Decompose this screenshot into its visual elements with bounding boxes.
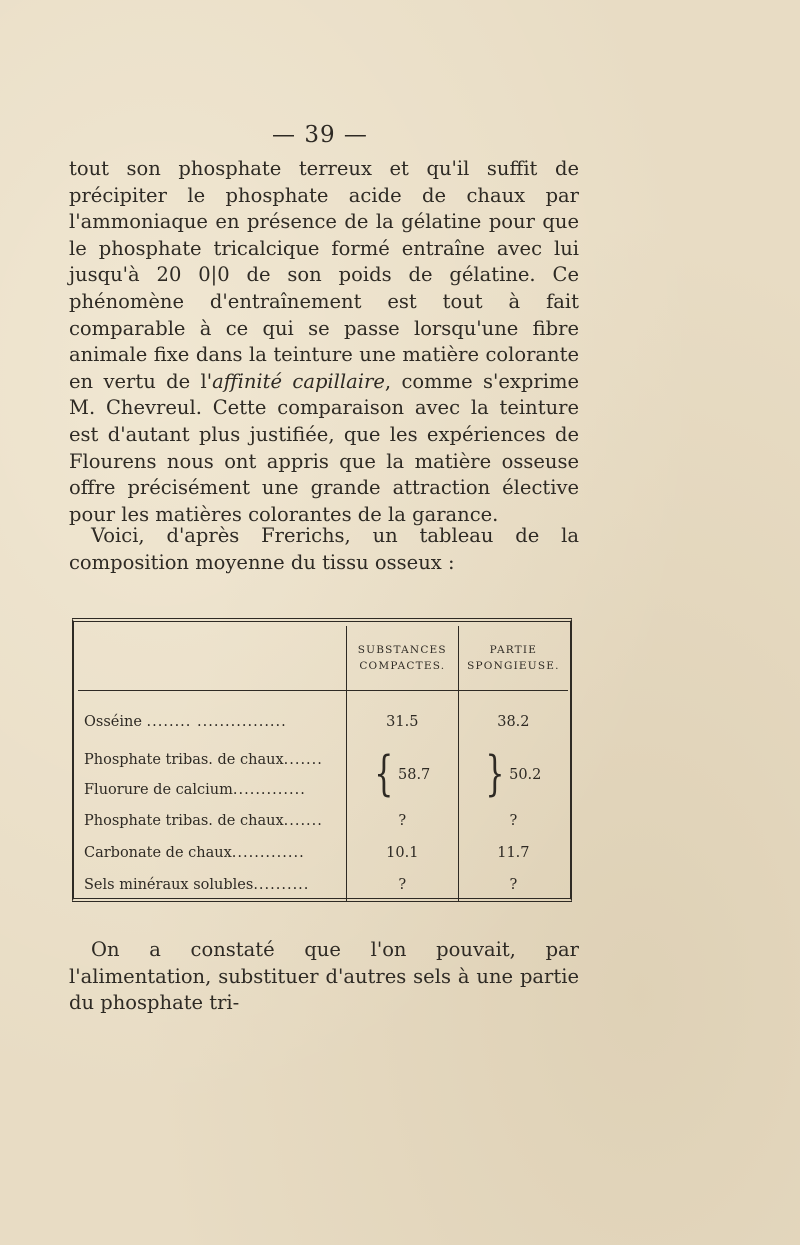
header-b-line2: SPONGIEUSE.	[467, 660, 560, 672]
row-label: Fluorure de calcium.............	[84, 782, 306, 798]
paragraph-1-text-b: , comme s'exprime M. Chevreul. Cette comparaison avec la teinture est d'autant plus justifiée, que les expériences de Flourens nous ont appris que la matière osseuse offre précisément une grande attraction élective pour les matières colorantes de la garance.	[69, 369, 579, 526]
paragraph-1-text-a: tout son phosphate terreux et qu'il suffit de précipiter le phosphate acide de chaux par l'ammoniaque en présence de la gélatine pour que le phosphate tricalcique formé entraîne avec lui jusqu'à 20 0|0 de son poids de gélatine. Ce phénomène d'entraînement est tout à fait comparable à ce qui se passe lorsqu'une fibre animale fixe dans la teinture une matière colorante en vertu de l'	[69, 157, 579, 393]
paragraph-3: On a constaté que l'on pouvait, par l'alimentation, substituer d'autres sels à une partie du phosphate tri-	[69, 938, 579, 1015]
header-empty-cell	[78, 626, 346, 691]
table-row	[78, 745, 568, 775]
paragraph-2: Voici, d'après Frerichs, un tableau de la composition moyenne du tissu osseux :	[69, 524, 579, 574]
page-number: — 39 —	[272, 122, 368, 148]
table-row	[78, 805, 568, 837]
row-label: Phosphate tribas. de chaux.......	[84, 813, 323, 829]
value-spongieuse: 38.2	[458, 691, 568, 746]
row-label: Carbonate de chaux.............	[84, 845, 305, 861]
value-compactes-merged: { 58.7	[346, 745, 458, 805]
value-spongieuse-merged: } 50.2	[458, 745, 568, 805]
table-row	[78, 691, 568, 746]
header-substances-compactes	[346, 626, 458, 691]
value-compactes: 31.5	[346, 691, 458, 746]
value-spongieuse: 11.7	[458, 837, 568, 869]
row-label: Osséine ........ ................	[84, 714, 287, 730]
header-a-line1: SUBSTANCES	[357, 644, 447, 656]
row-label: Sels minéraux solubles..........	[84, 877, 310, 893]
value-spongieuse: ?	[458, 869, 568, 901]
paragraph-1	[69, 156, 579, 528]
header-b-line1: PARTIE	[489, 644, 538, 656]
table-row	[78, 869, 568, 901]
composition-table	[78, 626, 568, 901]
value-compactes: ?	[346, 805, 458, 837]
value-compactes: ?	[346, 869, 458, 901]
table-row	[78, 837, 568, 869]
table-header-row	[78, 626, 568, 691]
value-compactes: 10.1	[346, 837, 458, 869]
value-spongieuse: ?	[458, 805, 568, 837]
row-label: Phosphate tribas. de chaux.......	[84, 752, 323, 768]
header-a-line2: COMPACTES.	[359, 660, 446, 672]
header-partie-spongieuse	[458, 626, 568, 691]
left-brace-icon: {	[374, 746, 394, 803]
paragraph-1-italic: affinité capillaire	[212, 369, 385, 393]
right-brace-icon: }	[485, 746, 505, 803]
